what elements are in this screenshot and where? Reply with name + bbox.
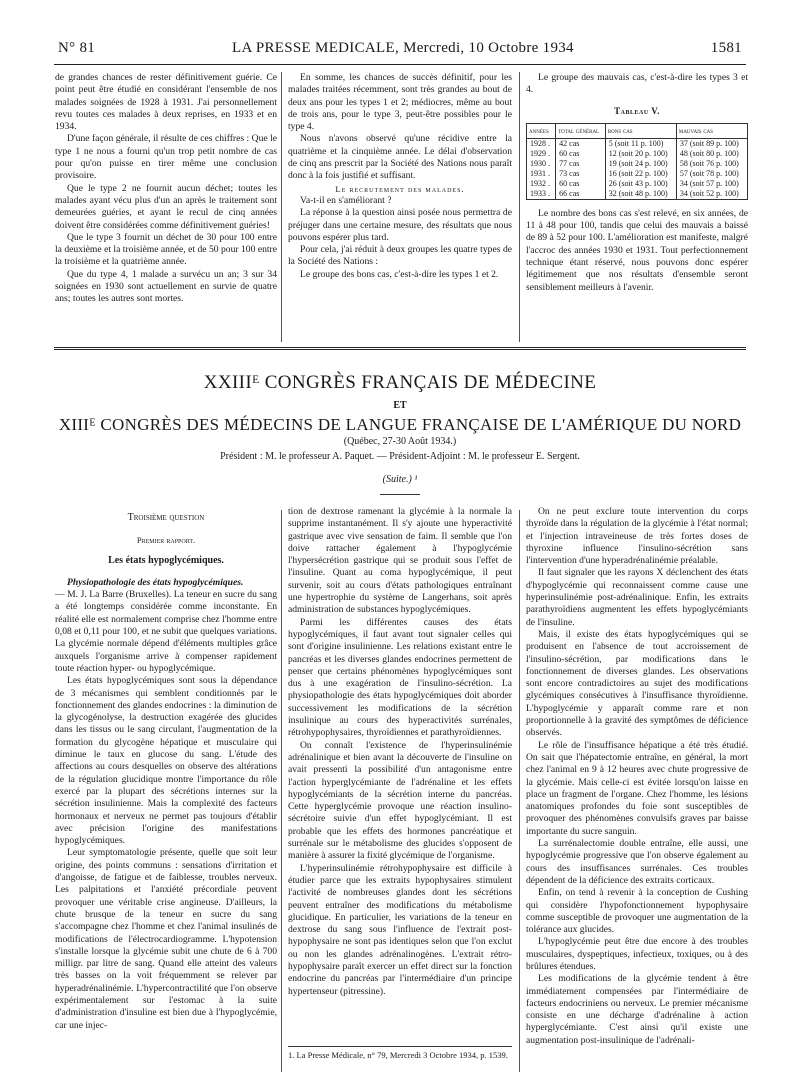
section-rule — [54, 347, 746, 350]
footnote: 1. La Presse Médicale, n° 79, Mercredi 3 Octobre 1934, p. 1539. — [288, 1046, 512, 1061]
paragraph: Les modifications de la glycémie tendent à être immédiatement compensées par l'intermédiaire de facteurs endocriniens ou nerveux. Le premier mécanisme consiste en une décharge d'adrénaline à action hyperglycémiante. C'est ainsi qu'il existe une augmentation post-insulinique de l'adrénali- — [526, 973, 748, 1046]
column-divider — [519, 510, 520, 1072]
paragraph: On connaît l'existence de l'hyperinsulinémie adrénalinique et bien avant la découverte de l'insuline on avait pressenti la possibilité d'un antagonisme entre l'action hyperglycémiante de l'adrénaline et les effets hypoglycémiants de la sécrétion interne du pancréas. Cette hyperglycémie provoque une réaction insulino-sécrétoire suivie d'un effet hypoglycémiant. Il est probable que les effets des hormones pancréatique et surrénale sur le métabolisme des glucides s'opposent de manière à assurer la fixité glycémique de l'organisme. — [288, 739, 512, 862]
results-table — [526, 123, 748, 200]
journal-date-line — [232, 40, 574, 57]
table-row — [527, 189, 748, 200]
section-title: Troisième question — [127, 512, 205, 523]
issue-date: Mercredi, 10 Octobre 1934 — [403, 40, 574, 56]
table-row — [527, 159, 748, 169]
bottom-column-3 — [526, 506, 748, 1072]
issue-number: N° 81 — [58, 40, 96, 56]
table-cell: 48 (soit 80 p. 100) — [676, 149, 747, 159]
paragraph: Que le type 2 ne fournit aucun déchet; toutes les malades ayant vécu plus d'un an après le traitement sont demeurées guéries, et ayant le recul de cinq années doivent être considérées comme définitivement guéries! — [55, 182, 277, 231]
table-header: années — [527, 123, 556, 138]
table-cell: 19 (soit 24 p. 100) — [605, 159, 676, 169]
table-cell: 34 (soit 57 p. 100) — [676, 179, 747, 189]
article-subtitle: Physiopathologie des états hypoglycémiques. — [67, 576, 244, 588]
paragraph: Parmi les différentes causes des états hypoglycémiques, il faut avant tout signaler celles qui sont d'origine insulinienne. Les relations existant entre le pancréas et les diverses glandes endocrines permettent de penser que certains phénomènes hypoglycémiques sont dus à une exagération de l'insulino-sécrétion. La physiopathologie des états hypoglycémiques doit aborder successivement les modifications de la sécrétion insulinique au cours des hyperactivités surrénales, rétrohypophysaires, thyroïdiennes et parathyroïdiennes. — [288, 616, 512, 739]
table-cell: 37 (soit 89 p. 100) — [676, 138, 747, 149]
paragraph: Il faut signaler que les rayons X déclenchent des états d'hypoglycémie qui reconnaissent comme cause une hyperinsulinémie post-adrénalinique. Enfin, les extraits parathyroïdiens augmentent les effets hypoglycémiants de l'insuline. — [526, 567, 748, 628]
table-cell: 1933 . — [527, 189, 556, 200]
table-cell: 12 (soit 20 p. 100) — [605, 149, 676, 159]
table-cell: 57 (soit 78 p. 100) — [676, 169, 747, 179]
congress-title-et: ET — [393, 400, 407, 411]
table-cell: 5 (soit 11 p. 100) — [605, 138, 676, 149]
header-rule — [54, 64, 746, 65]
paragraph: L'hyperinsulinémie rétrohypophysaire est difficile à étudier parce que les extraits hypophysaires stimulent l'activité de nombreuses glandes dont les sécrétions peuvent entraîner des modifications du métabolisme glucidique. En particulier, les variations de la teneur en dextrose du sang sous l'influence de l'extrait post-hypophysaire ne sont pas identiques selon que l'on exclut ou non les glandes adrénalinogènes. L'extrait rétro-hypophysaire paraît exercer un effet direct sur la fonction endocrine du pancréas par l'intermédiaire d'un principe hypertenseur (pitressine). — [288, 862, 512, 997]
paragraph: L'hypoglycémie peut être due encore à des troubles musculaires, dyspeptiques, infectieux, toxiques, ou à des brûlures étendues. — [526, 936, 748, 972]
section-heading: Le recrutement des malades. — [335, 183, 465, 194]
table-cell: 58 (soit 76 p. 100) — [676, 159, 747, 169]
paragraph: On ne peut exclure toute intervention du corps thyroïde dans la régulation de la glycémie à l'état normal; et l'injection intraveineuse de très fortes doses de thyroxine influence l'insulino-sécrétion sans l'intervention d'une hyperadrénalinémie préalable. — [526, 506, 748, 567]
bottom-column-1 — [55, 512, 277, 1072]
table-row — [527, 179, 748, 189]
paragraph: Nous n'avons observé qu'une récidive entre la quatrième et la cinquième année. Le délai d'observation de cinq ans prescrit par la Société des Nations nous paraît donc à la fois justifié et suffisant. — [288, 133, 512, 182]
table-cell: 1929 . — [527, 149, 556, 159]
paragraph: Les états hypoglycémiques sont sous la dépendance de 3 mécanismes qui semblent conditionnés par le fonctionnement des glandes endocrines : la diminution de la glycogénolyse, la destruction exagérée des glucides dans les tissus ou le sang circulant, l'augmentation de la formation du glycogène hépatique et musculaire qui diminue le taux en glucose du sang. L'étude des affections au cours desquelles on observe des altérations de la régulation glucidique montre l'importance du rôle exercé par la plupart des sécrétions internes sur la sécrétion insulinienne. Mais la complexité des facteurs hormonaux et nerveux ne permet pas toujours d'établir avec précision l'origine des manifestations hypoglycémiques. — [55, 675, 277, 847]
paragraph: Leur symptomatologie présente, quelle que soit leur origine, des points communs : sensations d'irritation et d'angoisse, de fatigue et de faiblesse, troubles nerveux. Les palpitations et l'anxiété précordiale peuvent provoquer une véritable crise angineuse. D'ailleurs, la chute brusque de la teneur en sucre du sang s'accompagne chez l'homme et chez l'animal insulinés de modifications de l'électrocardiogramme. L'hypotension s'installe lorsque la glycémie subit une chute de 6 à 700 milligr. par litre de sang. Quand elle atteint des valeurs très basses on la voit fréquemment se relever par hyperadrénalinémie. L'hypercontractilité que l'on observe expérimentalement sur l'estomac à la suite d'administration d'insuline est bien due à l'hypoglycémie, car une injec- — [55, 847, 277, 1031]
table-cell: 34 (soit 52 p. 100) — [676, 189, 747, 200]
page-header — [58, 40, 742, 62]
paragraph: La surrénalectomie double entraîne, elle aussi, une hypoglycémie progressive que l'on observe également au cours des insuffisances surrénales. Ces troubles dépendent de la déficience des extraits corticaux. — [526, 838, 748, 886]
paragraph: Le rôle de l'insuffisance hépatique a été très étudié. On sait que l'hépatectomie entraîne, en général, la mort chez l'animal en 9 à 12 heures avec chute progressive de la glycémie. Mais celle-ci est évitée lorsqu'on laisse en place un fragment de l'organe. Chez l'homme, les lésions anatomiques profondes du foie sont susceptibles de provoquer des phénomènes convulsifs graves par baisse importante du sucre sanguin. — [526, 739, 748, 837]
page-number: 1581 — [710, 40, 742, 56]
short-rule — [380, 494, 420, 495]
paragraph: La réponse à la question ainsi posée nous permettra de préjuger dans une certaine mesure, des résultats que nous pouvons espérer plus tard. — [288, 207, 512, 243]
congress-title-2: XIIIᴱ CONGRÈS DES MÉDECINS DE LANGUE FRANÇAISE DE L'AMÉRIQUE DU NORD — [58, 415, 742, 434]
paragraph: En somme, les chances de succès définitif, pour les malades traitées récemment, sont très grandes au bout de deux ans pour les types 1 et 2; médiocres, même au bout de trois ans, pour le type 3, peut-être possibles pour le type 4. — [288, 72, 512, 133]
paragraph: Va-t-il en s'améliorant ? — [300, 194, 392, 206]
table-cell: 60 cas — [556, 179, 606, 189]
table-cell: 1931 . — [527, 169, 556, 179]
table-cell: 1928 . — [527, 138, 556, 149]
paragraph: Mais, il existe des états hypoglycémiques qui se produisent en l'absence de tout accroissement de l'insulino-sécrétion, par modifications dans le fonctionnement de diverses glandes. Les observations sont encore contradictoires au sujet des modifications glycémiques consécutives à l'insuffisance thyroïdienne. L'hypoglycémie y apparaît comme rare et non proportionnelle à la gravité des symptômes de déficience observés. — [526, 628, 748, 739]
column-divider — [519, 72, 520, 342]
congress-presidents: Président : M. le professeur A. Paquet. — Président-Adjoint : M. le professeur E. Sergent. — [220, 451, 580, 462]
table-caption: Tableau V. — [614, 105, 660, 116]
report-title: Premier rapport. — [136, 535, 196, 546]
paragraph: Le groupe des mauvais cas, c'est-à-dire les types 3 et 4. — [526, 72, 748, 96]
congress-title-1: XXIIIᴱ CONGRÈS FRANÇAIS DE MÉDECINE — [203, 372, 597, 393]
paragraph: tion de dextrose ramenant la glycémie à la normale la supprime instantanément. Il s'y ajoute une hyperactivité gastrique avec vive sensation de faim. Il semble que l'on doive rattacher également à l'hypoglycémie l'hypersécrétion gastrique qui se produit sous l'effet de l'insuline. Quant au coma hypoglycémique, il peut survenir, soit au cours d'états pathologiques entraînant une hypertrophie du système de Langerhans, soit après administration de substances hypoglycémiques. — [288, 506, 512, 616]
paragraph: Que du type 4, 1 malade a survécu un an; 3 sur 34 soignées en 1930 sont actuellement en survie de quatre ans; toutes les autres sont mortes. — [55, 268, 277, 305]
table-cell: 60 cas — [556, 149, 606, 159]
table-cell: 73 cas — [556, 169, 606, 179]
table-header: total général — [556, 123, 606, 138]
table-cell: 26 (soit 43 p. 100) — [605, 179, 676, 189]
bottom-column-2 — [288, 506, 512, 1036]
table-row — [527, 149, 748, 159]
top-column-1 — [55, 72, 277, 342]
paragraph: Que le type 3 fournit un déchet de 30 pour 100 entre la deuxième et la troisième année, et de 50 pour 100 entre la troisième et la quatrième année. — [55, 231, 277, 268]
paragraph: D'une façon générale, il résulte de ces chiffres : Que le type 1 ne nous a fourni qu'un trop petit nombre de cas pour qu'on puisse en tirer même une conclusion provisoire. — [55, 133, 277, 182]
table-cell: 1930 . — [527, 159, 556, 169]
table-cell: 16 (soit 22 p. 100) — [605, 169, 676, 179]
table-cell: 66 cas — [556, 189, 606, 200]
article-title: Les états hypoglycémiques. — [108, 554, 224, 566]
table-row — [527, 138, 748, 149]
top-column-2 — [288, 72, 512, 342]
paragraph: Le nombre des bons cas s'est relevé, en six années, de 11 à 48 pour 100, tandis que celui des mauvais a baissé de 89 à 52 pour 100. L'amélioration est manifeste, malgré l'accroc des années 1930 et 1931. Tout perfectionnement technique étant réservé, nous pouvons donc espérer légitimement que nos résultats d'ensemble seront sensiblement meilleurs à l'avenir. — [526, 207, 748, 293]
table-cell: 32 (soit 48 p. 100) — [605, 189, 676, 200]
table-cell: 1932 . — [527, 179, 556, 189]
congress-suite: (Suite.) ¹ — [382, 474, 418, 485]
paragraph: Pour cela, j'ai réduit à deux groupes les quatre types de la Société des Nations : — [288, 244, 512, 268]
table-row — [527, 169, 748, 179]
paragraph: — M. J. La Barre (Bruxelles). La teneur en sucre du sang a été longtemps considérée comme inconstante. En réalité elle est normalement comprise chez l'homme entre 0,08 et 0,11 pour 100, et ne subit que quelques variations. La glycémie normale dépend d'éléments multiples grâce auxquels l'organisme arrive à compenser rapidement toute réaction hyper- ou hypoglycémique. — [55, 589, 277, 674]
journal-title: LA PRESSE MEDICALE, — [232, 40, 399, 56]
column-divider — [281, 72, 282, 342]
column-divider — [281, 510, 282, 1072]
table-header: mauvais cas — [676, 123, 747, 138]
table-cell: 77 cas — [556, 159, 606, 169]
table-cell: 42 cas — [556, 138, 606, 149]
table-header: bons cas — [605, 123, 676, 138]
paragraph: Le groupe des bons cas, c'est-à-dire les types 1 et 2. — [300, 268, 499, 280]
paragraph: de grandes chances de rester définitivement guérie. Ce point peut être étudié en considérant l'ensemble de nos malades soignées de 1928 à 1931. J'ai personnellement revu toutes ces malades à deux reprises, en 1933 et en 1934. — [55, 72, 277, 133]
paragraph: Enfin, on tend à revenir à la conception de Cushing qui considère l'hypofonctionnement hypophysaire comme susceptible de provoquer une augmentation de la tolérance aux glucides. — [526, 887, 748, 936]
top-column-3 — [526, 72, 748, 342]
congress-location: (Québec, 27-30 Août 1934.) — [343, 436, 457, 447]
